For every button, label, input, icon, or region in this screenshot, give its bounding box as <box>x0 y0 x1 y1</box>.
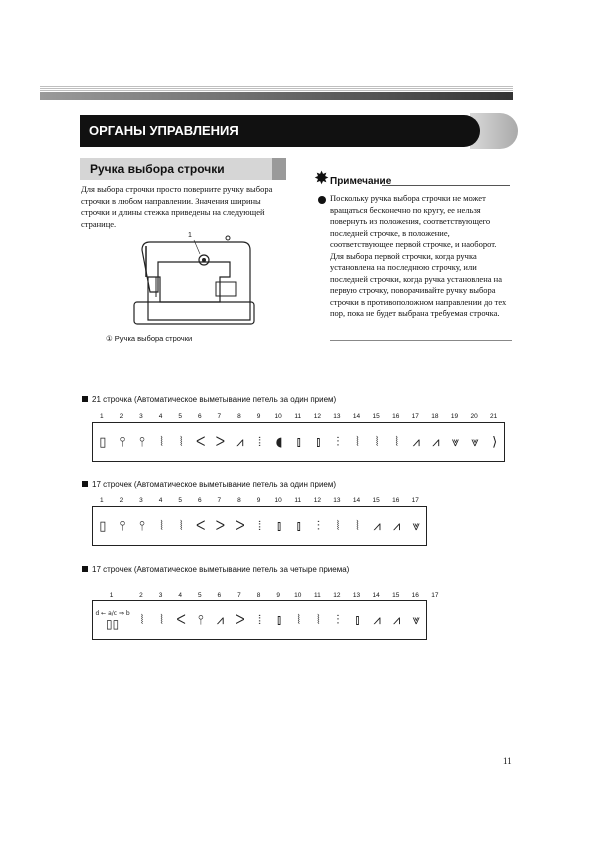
stitch-number: 2 <box>139 592 143 599</box>
stitch-number: 3 <box>139 413 143 420</box>
note-bullet-icon <box>318 196 326 204</box>
stitch-number: 9 <box>276 592 280 599</box>
stitch-icon: ⩔ <box>471 434 479 450</box>
sewing-machine-illustration <box>120 232 270 337</box>
stitch-icon: ⫾ <box>316 434 321 450</box>
stitch-number: 8 <box>237 413 241 420</box>
figure-callout-number: 1 <box>188 232 192 239</box>
stitch-icon: ⫾ <box>277 518 282 534</box>
stitch-number: 2 <box>119 497 124 504</box>
stitch-number: 4 <box>158 497 163 504</box>
stitch-icon: ⦚ <box>395 434 399 450</box>
page-number: 11 <box>503 756 512 766</box>
stitch-number: 17 <box>431 592 439 599</box>
section-title: ОРГАНЫ УПРАВЛЕНИЯ <box>80 115 480 147</box>
stitch-number: 14 <box>352 497 361 504</box>
stitch-number: 10 <box>274 497 282 504</box>
subsection-title-marker <box>272 158 286 180</box>
stitch-number: 7 <box>217 413 222 420</box>
stitch-icon: ⟩ <box>492 434 498 450</box>
stitch-icon: ⦚ <box>356 434 359 450</box>
stitch-number: 18 <box>431 413 439 420</box>
figure-caption: ① Ручка выбора строчки <box>106 334 193 343</box>
stitch-table-1 <box>92 422 505 462</box>
stitch-cell-buttonhole <box>93 601 132 639</box>
table-3-label-text: 17 строчек (Автоматическое выметывание петель за четыре приема) <box>92 565 350 574</box>
stitch-icon: ⩔ <box>451 434 460 450</box>
note-bottom-rule <box>330 340 512 341</box>
stitch-number: 5 <box>197 592 202 599</box>
stitch-icon: ◖ <box>275 434 283 450</box>
stitch-icon: ⫾ <box>296 518 301 534</box>
stitch-icon: ⦚ <box>297 612 301 628</box>
stitch-number: 13 <box>352 592 361 599</box>
header-gradient-bar <box>40 92 513 100</box>
stitch-icon: ⦙ <box>258 612 261 628</box>
stitch-icon: ⦚ <box>179 518 183 534</box>
note-box <box>314 168 512 342</box>
note-title: Примечание <box>330 176 392 187</box>
stitch-number: 6 <box>197 497 202 504</box>
stitch-icon: ⦙ <box>258 518 261 534</box>
stitch-number: 15 <box>372 497 380 504</box>
stitch-number: 15 <box>372 413 380 420</box>
stitch-icon: ⦚ <box>179 434 183 450</box>
stitch-icon: ⫾ <box>296 434 301 450</box>
stitch-number: 1 <box>99 497 104 504</box>
stitch-icon: ⩘ <box>216 612 225 628</box>
stitch-icon: ⩘ <box>393 612 401 628</box>
stitch-icon: ⩘ <box>432 434 440 450</box>
stitch-icon: ᐸ <box>196 518 206 534</box>
stitch-icon: ⫶ <box>316 518 320 534</box>
note-title-rule <box>382 185 510 186</box>
intro-text: Для выбора строчки просто поверните ручку выбора строчки в любом направлении. Значения ширины строчки и длины стежка приведены на следующей странице. <box>81 184 273 229</box>
subsection-title: Ручка выбора строчки <box>80 158 285 180</box>
stitch-icon: ⩔ <box>412 612 420 628</box>
square-bullet-icon <box>82 396 88 402</box>
stitch-icon: ⫯ <box>119 434 126 450</box>
stitch-number: 9 <box>256 413 261 420</box>
stitch-number: 5 <box>178 413 182 420</box>
stitch-icon: ⦚ <box>160 434 163 450</box>
stitch-number: 13 <box>333 413 341 420</box>
stitch-number: 12 <box>313 413 321 420</box>
stitch-number: 21 <box>490 413 498 420</box>
stitch-number: 8 <box>237 497 241 504</box>
stitch-icon: ⫶ <box>336 434 340 450</box>
table-1-numbers <box>92 413 503 420</box>
stitch-table-2 <box>92 506 427 546</box>
stitch-icon: ⫯ <box>139 434 145 450</box>
stitch-icon: ⦙ <box>258 434 261 450</box>
stitch-number: 12 <box>333 592 341 599</box>
stitch-number: 19 <box>450 413 459 420</box>
stitch-icon: ᐸ <box>176 612 186 628</box>
stitch-icon: ⦚ <box>160 518 163 534</box>
stitch-icon: ⫾ <box>277 612 282 628</box>
table-3-label <box>82 565 349 574</box>
buttonhole-icon: ▯▯ <box>105 616 120 631</box>
stitch-icon: ᐸ <box>196 434 206 450</box>
stitch-number: 4 <box>178 592 182 599</box>
stitch-number: 10 <box>274 413 282 420</box>
stitch-number: 20 <box>470 413 478 420</box>
stitch-number: 12 <box>313 497 321 504</box>
stitch-number: 1 <box>99 413 104 420</box>
stitch-icon: ⩘ <box>373 612 381 628</box>
stitch-icon: ᐳ <box>215 434 226 450</box>
stitch-number: 1 <box>109 592 114 599</box>
stitch-number: 14 <box>352 413 361 420</box>
stitch-number: 9 <box>256 497 261 504</box>
stitch-icon: ⦚ <box>316 612 320 628</box>
stitch-icon: ⩘ <box>373 518 381 534</box>
buttonhole-steps-label: d ← a/c ⇒ b <box>95 609 130 617</box>
square-bullet-icon <box>82 481 88 487</box>
stitch-icon: ▯ <box>99 434 107 450</box>
square-bullet-icon <box>82 566 88 572</box>
stitch-icon: ⩔ <box>412 518 420 534</box>
stitch-number: 7 <box>237 592 241 599</box>
stitch-number: 16 <box>411 592 419 599</box>
stitch-icon: ⩘ <box>412 434 420 450</box>
note-text: Поскольку ручка выбора строчки не может вращаться бесконечно по кругу, ее нельзя повернуть из положения, соответствующего последней строчке, в положение, соответствующее первой строчке, и наоборот. Для выбора первой строчки, когда ручка установлена на последнюю строчку, или последней строчки, когда ручка установлена на первую строчку, поворачивайте ручку выбора строчки в противоположном направлении до тех пор, пока не будет выбрана требуемая строчка. <box>330 193 507 318</box>
stitch-number: 5 <box>178 497 182 504</box>
stitch-icon: ⫶ <box>336 612 340 628</box>
stitch-number: 11 <box>294 497 302 504</box>
stitch-number: 10 <box>294 592 302 599</box>
stitch-icon: ⦚ <box>160 612 163 628</box>
stitch-icon: ᐳ <box>215 518 226 534</box>
stitch-number: 11 <box>313 592 321 599</box>
stitch-number: 6 <box>217 592 222 599</box>
stitch-table-3 <box>92 600 427 640</box>
stitch-icon: ⫯ <box>119 518 126 534</box>
stitch-icon: ᐳ <box>235 612 245 628</box>
table-1-label <box>82 395 336 404</box>
stitch-number: 13 <box>333 497 341 504</box>
stitch-number: 8 <box>256 592 261 599</box>
stitch-icon: ⫾ <box>355 612 360 628</box>
stitch-icon: ᐳ <box>235 518 245 534</box>
stitch-number: 16 <box>392 497 400 504</box>
table-2-label-text: 17 строчек (Автоматическое выметывание петель за один прием) <box>92 480 337 489</box>
table-1-label-text: 21 строчка (Автоматическое выметывание петель за один прием) <box>92 395 337 404</box>
table-3-numbers <box>92 592 445 599</box>
note-star-icon: ✸ <box>314 168 330 188</box>
table-2-label <box>82 480 336 489</box>
stitch-number: 17 <box>411 497 419 504</box>
stitch-number: 14 <box>372 592 380 599</box>
table-2-numbers <box>92 497 425 504</box>
stitch-icon: ⩘ <box>393 518 401 534</box>
stitch-number: 2 <box>119 413 124 420</box>
stitch-icon: ▯ <box>99 518 107 534</box>
stitch-number: 4 <box>158 413 163 420</box>
stitch-number: 3 <box>139 497 143 504</box>
stitch-icon: ⦚ <box>356 518 359 534</box>
stitch-number: 11 <box>294 413 302 420</box>
stitch-number: 16 <box>392 413 400 420</box>
stitch-icon: ⦚ <box>375 434 379 450</box>
stitch-icon: ⫯ <box>197 612 204 628</box>
stitch-icon: ⫯ <box>139 518 145 534</box>
stitch-number: 6 <box>197 413 202 420</box>
stitch-number: 3 <box>158 592 163 599</box>
stitch-number: 17 <box>411 413 419 420</box>
stitch-number: 7 <box>217 497 222 504</box>
stitch-icon: ⩘ <box>236 434 244 450</box>
stitch-icon: ⦚ <box>140 612 144 628</box>
stitch-number: 15 <box>392 592 400 599</box>
stitch-icon: ⦚ <box>336 518 340 534</box>
